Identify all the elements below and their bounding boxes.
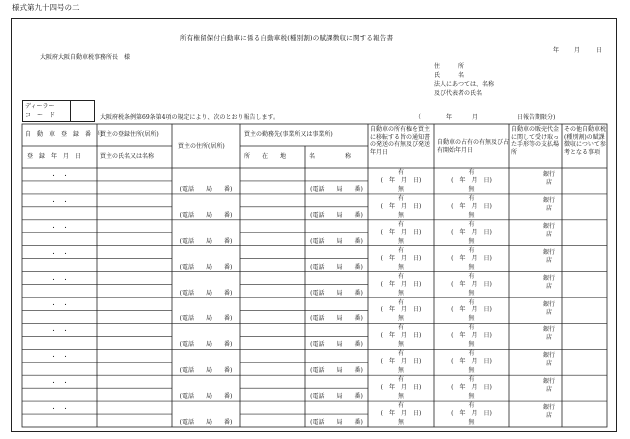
- header-possession: 自動車の占有の有無及び占有開始年月日: [437, 139, 510, 154]
- possession-yes: 有: [468, 169, 475, 176]
- payment-bank: 銀行: [542, 378, 555, 386]
- possession-yes: 有: [468, 298, 475, 306]
- ownership-date: ( 年 月 日): [380, 410, 422, 418]
- header-reg-number: 自 動 車 登 録 番 号: [25, 131, 104, 138]
- possession-no: 無: [468, 237, 475, 245]
- form-id: 様式第九十四号の二: [12, 3, 80, 12]
- payment-bank: 銀行: [542, 196, 555, 204]
- reg-date-dots: ・ ・: [50, 354, 69, 362]
- ownership-no: 無: [397, 419, 404, 426]
- payment-bank: 銀行: [542, 404, 555, 412]
- payment-branch: 店: [545, 334, 552, 342]
- ownership-yes: 有: [397, 272, 404, 280]
- buyer-address-phone: (電話 局 番): [179, 237, 233, 245]
- ownership-date: ( 年 月 日): [380, 228, 422, 236]
- possession-date: ( 年 月 日): [451, 254, 492, 262]
- buyer-address-phone: (電話 局 番): [179, 289, 233, 297]
- payment-branch: 店: [545, 412, 552, 420]
- ownership-yes: 有: [397, 350, 404, 358]
- payment-bank: 銀行: [542, 352, 555, 360]
- reg-date-dots: ・ ・: [50, 406, 69, 414]
- period-year: 年: [446, 114, 453, 121]
- header-buyer-name: 買主の氏名又は名称: [100, 153, 155, 160]
- date-month: 月: [574, 47, 581, 54]
- ownership-no: 無: [397, 289, 404, 297]
- possession-date: ( 年 月 日): [451, 176, 492, 184]
- document-title: 所有権留保付自動車に係る自動車税(種別割)の賦課徴収に関する報告書: [180, 34, 394, 42]
- buyer-address-phone: (電話 局 番): [179, 315, 233, 323]
- ownership-date: ( 年 月 日): [380, 176, 422, 184]
- ownership-date: ( 年 月 日): [380, 332, 422, 340]
- payment-bank: 銀行: [542, 171, 555, 178]
- reg-date-dots: ・ ・: [50, 224, 69, 232]
- possession-no: 無: [468, 185, 475, 193]
- payment-bank: 銀行: [542, 326, 555, 334]
- possession-date: ( 年 月 日): [451, 384, 492, 392]
- ownership-yes: 有: [397, 402, 404, 410]
- buyer-address-phone: (電話 局 番): [179, 211, 233, 219]
- possession-date: ( 年 月 日): [451, 306, 492, 314]
- reg-date-dots: ・ ・: [50, 380, 69, 388]
- buyer-address-phone: (電話 局 番): [179, 263, 233, 271]
- payment-branch: 店: [545, 360, 552, 368]
- possession-date: ( 年 月 日): [451, 410, 492, 418]
- possession-yes: 有: [468, 220, 475, 228]
- reg-date-dots: ・ ・: [50, 276, 69, 284]
- ownership-yes: 有: [397, 376, 404, 384]
- possession-yes: 有: [468, 402, 475, 410]
- possession-yes: 有: [468, 272, 475, 280]
- reg-date-dots: ・ ・: [50, 250, 69, 258]
- period-open: （: [415, 114, 422, 121]
- ownership-yes: 有: [397, 324, 404, 332]
- payment-branch: 店: [545, 179, 552, 186]
- buyer-address-phone: (電話 局 番): [179, 393, 233, 401]
- workplace-phone: (電話 局 番): [310, 211, 363, 219]
- workplace-phone: (電話 局 番): [310, 315, 363, 323]
- workplace-phone: (電話 局 番): [310, 237, 363, 245]
- ownership-no: 無: [397, 263, 404, 271]
- payment-bank: 銀行: [542, 300, 555, 308]
- date-day: 日: [596, 47, 603, 54]
- possession-yes: 有: [468, 324, 475, 332]
- buyer-address-phone: (電話 局 番): [179, 419, 233, 426]
- possession-no: 無: [468, 341, 475, 349]
- ownership-no: 無: [397, 367, 404, 375]
- header-buyer-reg-address: 買主の登録住所(居所): [100, 131, 159, 138]
- ownership-no: 無: [397, 315, 404, 323]
- header-workplace: 買主の勤務先(事業所又は事業所): [244, 131, 333, 138]
- ownership-no: 無: [397, 393, 404, 401]
- dealer-code-label-2: コ ー ド: [25, 112, 56, 119]
- date-year: 年: [553, 47, 560, 54]
- workplace-phone: (電話 局 番): [310, 419, 363, 426]
- reporter-address: 住 所: [434, 63, 465, 70]
- addressee: 大阪府大阪自動車税事務所長 様: [40, 54, 131, 61]
- workplace-phone: (電話 局 番): [310, 185, 363, 193]
- workplace-phone: (電話 局 番): [310, 341, 363, 349]
- ownership-no: 無: [397, 237, 404, 245]
- buyer-address-phone: (電話 局 番): [179, 367, 233, 375]
- possession-no: 無: [468, 263, 475, 271]
- possession-date: ( 年 月 日): [451, 202, 492, 210]
- possession-no: 無: [468, 419, 475, 426]
- workplace-phone: (電話 局 番): [310, 393, 363, 401]
- possession-date: ( 年 月 日): [451, 228, 492, 236]
- possession-date: ( 年 月 日): [451, 280, 492, 288]
- reporter-name: 氏 名: [434, 72, 465, 79]
- dealer-code-label-1: ディーラー: [25, 103, 55, 110]
- payment-branch: 店: [545, 308, 552, 316]
- ownership-no: 無: [397, 185, 404, 193]
- ownership-date: ( 年 月 日): [380, 280, 422, 288]
- ownership-date: ( 年 月 日): [380, 384, 422, 392]
- possession-yes: 有: [468, 350, 475, 358]
- header-workplace-name: 名 称: [309, 153, 352, 160]
- payment-branch: 店: [545, 386, 552, 394]
- reg-date-dots: ・ ・: [50, 302, 69, 310]
- payment-branch: 店: [545, 230, 552, 238]
- possession-yes: 有: [468, 376, 475, 384]
- regulation-statement: 大阪府税条例第69条第4項の規定により、次のとおり報告します。: [100, 114, 279, 121]
- reg-date-dots: ・ ・: [50, 198, 69, 206]
- ownership-date: ( 年 月 日): [380, 202, 422, 210]
- header-workplace-location: 所 在 地: [244, 153, 287, 160]
- reporter-corp-note-1: 法人にあつては、名称: [434, 81, 495, 88]
- reg-date-dots: ・ ・: [50, 328, 69, 336]
- possession-yes: 有: [468, 194, 475, 202]
- possession-no: 無: [468, 393, 475, 401]
- payment-bank: 銀行: [542, 248, 555, 256]
- buyer-address-phone: (電話 局 番): [179, 341, 233, 349]
- header-buyer-address: 買主の住所(居所): [178, 143, 225, 150]
- ownership-yes: 有: [397, 246, 404, 254]
- ownership-date: ( 年 月 日): [380, 306, 422, 314]
- header-notes: その他自動車税(種別割)の賦課徴収について参考となる事項: [564, 126, 607, 156]
- possession-no: 無: [468, 289, 475, 297]
- workplace-phone: (電話 局 番): [310, 289, 363, 297]
- payment-branch: 店: [545, 256, 552, 264]
- ownership-no: 無: [397, 341, 404, 349]
- possession-date: ( 年 月 日): [451, 332, 492, 340]
- reg-date-dots: ・ ・: [50, 172, 69, 180]
- possession-no: 無: [468, 211, 475, 219]
- workplace-phone: (電話 局 番): [310, 367, 363, 375]
- ownership-no: 無: [397, 211, 404, 219]
- payment-bank: 銀行: [542, 274, 555, 282]
- payment-branch: 店: [545, 282, 552, 290]
- possession-no: 無: [468, 315, 475, 323]
- possession-no: 無: [468, 367, 475, 375]
- header-payment: 自動車の販売代金に関して受け取った手形等の支払場所: [511, 126, 560, 156]
- payment-bank: 銀行: [542, 222, 555, 230]
- possession-date: ( 年 月 日): [451, 358, 492, 366]
- ownership-yes: 有: [397, 194, 404, 202]
- header-reg-date: 登 録 年 月 日: [27, 153, 82, 160]
- ownership-date: ( 年 月 日): [380, 254, 422, 262]
- workplace-phone: (電話 局 番): [310, 263, 363, 271]
- reporter-corp-note-2: 及び代表者の氏名: [434, 90, 483, 97]
- buyer-address-phone: (電話 局 番): [179, 185, 233, 193]
- ownership-date: ( 年 月 日): [380, 358, 422, 366]
- ownership-yes: 有: [397, 298, 404, 306]
- possession-yes: 有: [468, 246, 475, 254]
- ownership-yes: 有: [397, 220, 404, 228]
- period-suffix: 日報告期限分): [517, 114, 556, 121]
- ownership-yes: 有: [397, 169, 404, 176]
- payment-branch: 店: [545, 204, 552, 212]
- header-ownership: 自動車の所有権を買主に移転する旨の通知書の発送の有無及び発送年月日: [370, 126, 431, 156]
- period-month: 月: [472, 114, 479, 121]
